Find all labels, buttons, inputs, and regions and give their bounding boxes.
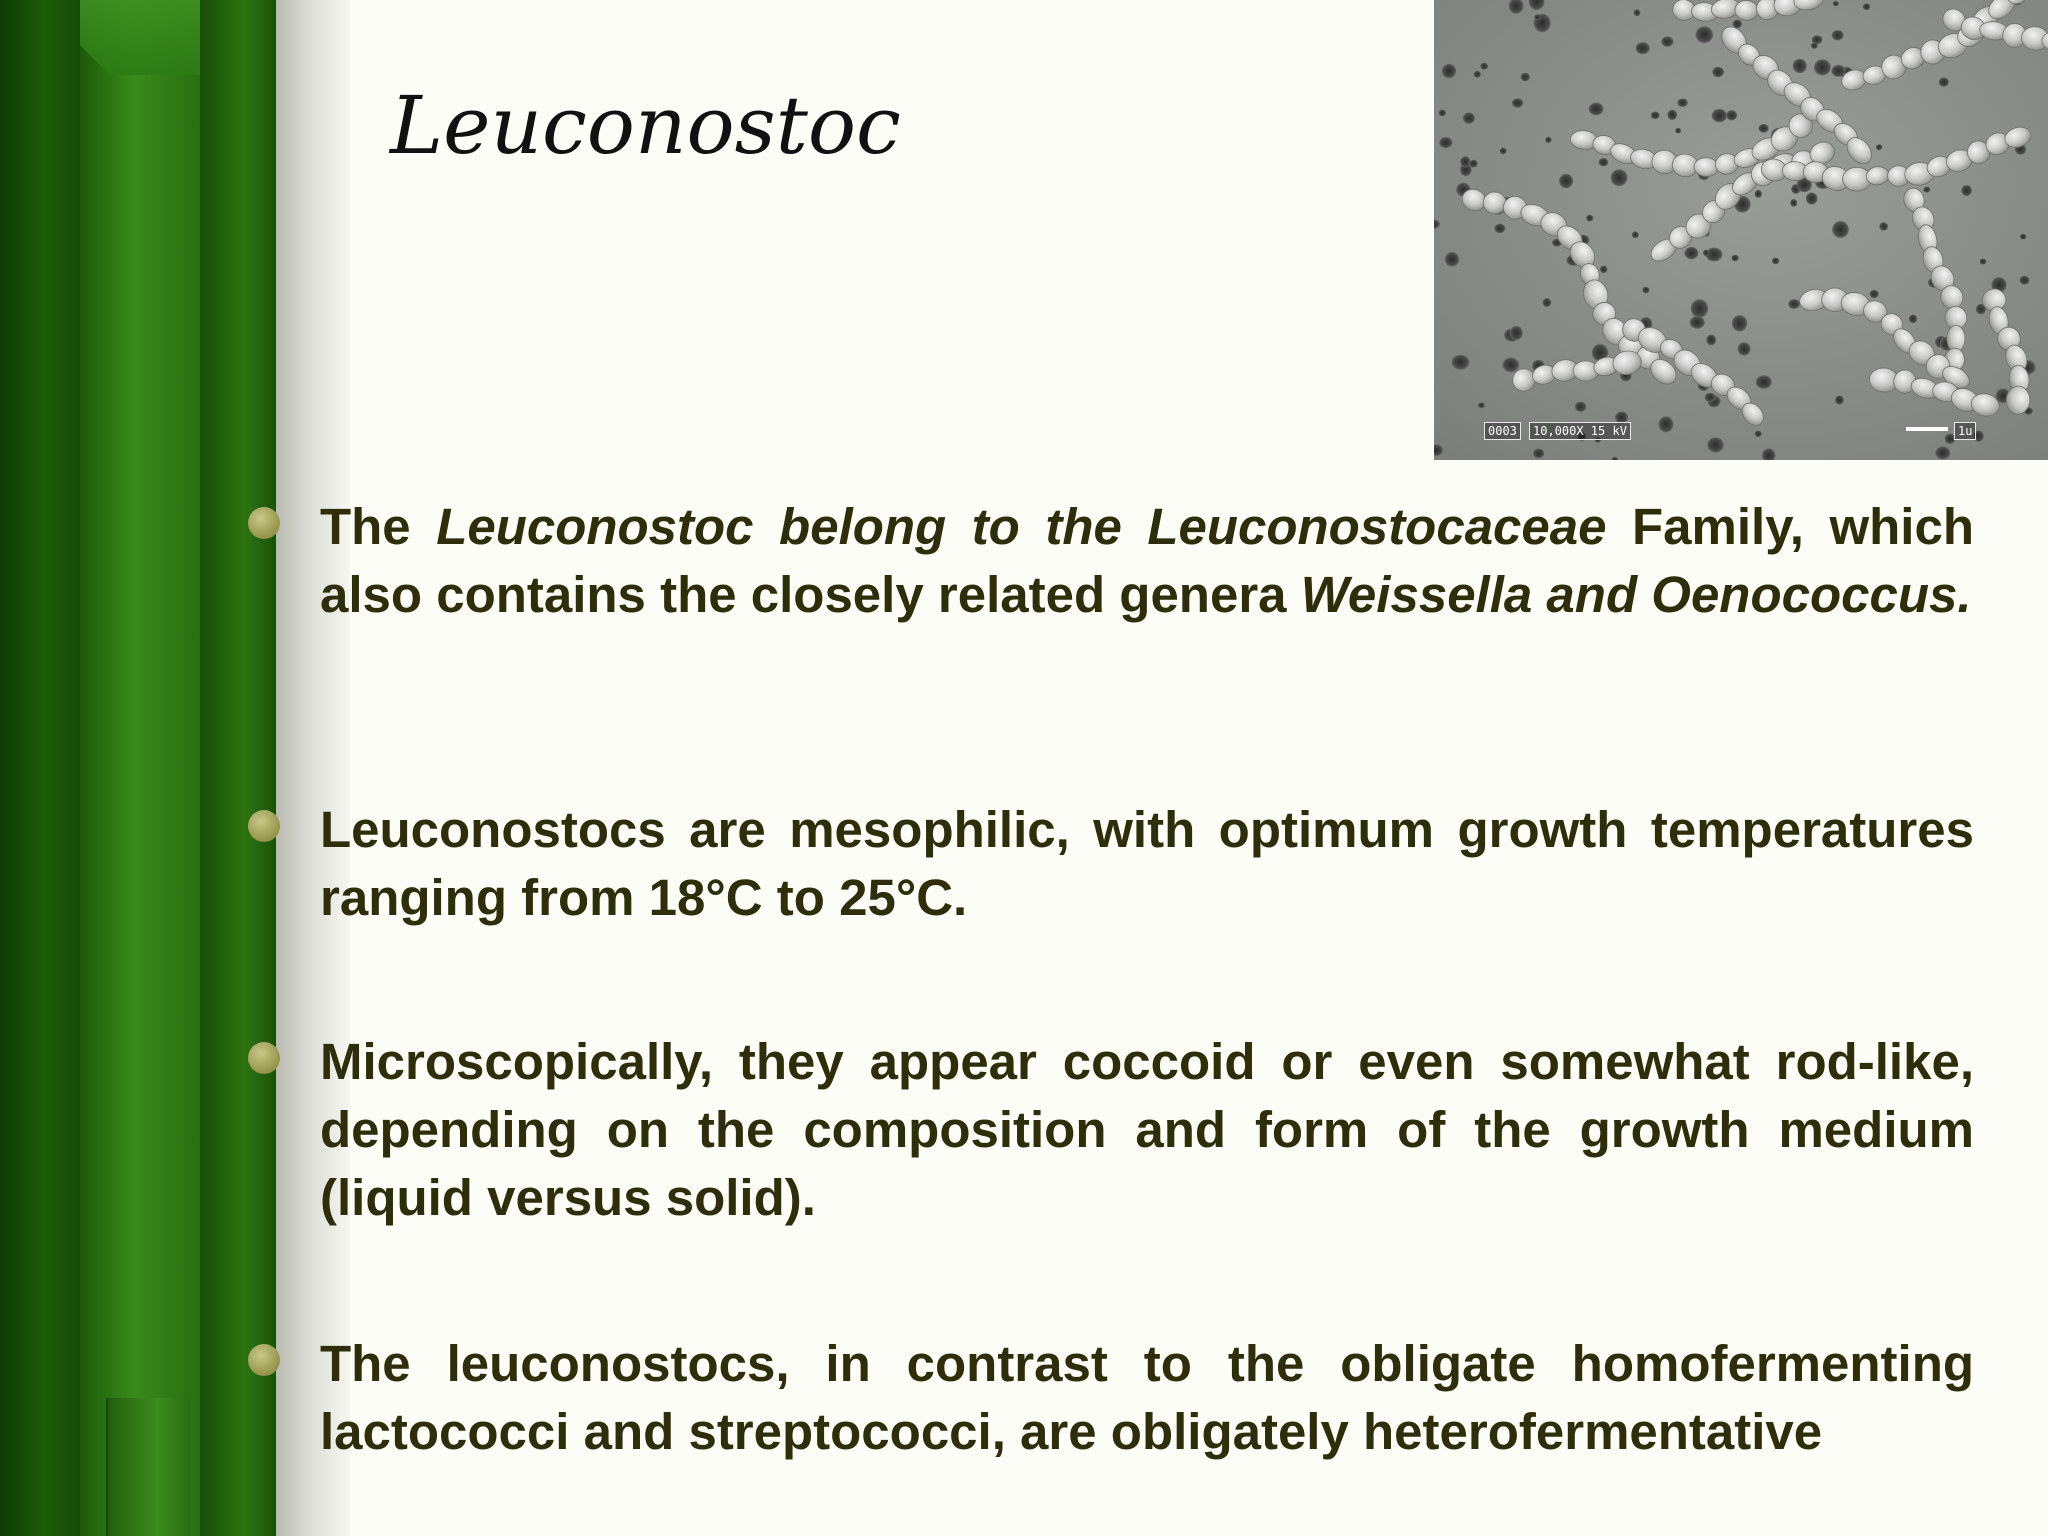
bullet-dot-icon xyxy=(248,1344,280,1376)
band-stripe-light xyxy=(80,0,200,1536)
micrograph-pore xyxy=(1755,431,1762,437)
bullet-text-italic: Leuconostoc belong to the Leuconostocaceae xyxy=(436,498,1607,555)
micrograph-pore xyxy=(1712,109,1727,122)
bullet-text-part: The xyxy=(320,498,437,555)
micrograph-id-label: 0003 xyxy=(1484,422,1521,440)
micrograph-pore xyxy=(2020,234,2026,240)
micrograph-pore xyxy=(1876,144,1882,150)
micrograph-pore xyxy=(1879,222,1888,231)
micrograph-pore xyxy=(1772,258,1779,265)
bullet-item-morphology xyxy=(320,1028,1974,1232)
micrograph-pore xyxy=(1759,124,1769,133)
micrograph-pore xyxy=(1586,215,1593,222)
micrograph-pore xyxy=(1675,128,1681,134)
bullet-item-family xyxy=(320,493,1974,629)
micrograph-pore xyxy=(1452,355,1470,370)
bullet-dot-icon xyxy=(248,507,280,539)
micrograph-pore xyxy=(1600,266,1608,274)
bullet-text: Microscopically, they appear coccoid or even somewhat rod-like, depending on the composition and form of the growth medium (liquid versus solid). xyxy=(320,1033,1974,1226)
micrograph-pore xyxy=(1684,247,1698,259)
micrograph-pore xyxy=(1733,20,1742,29)
micrograph-pore xyxy=(1831,65,1845,77)
slide-title: Leuconostoc xyxy=(390,79,901,172)
micrograph-pore xyxy=(1480,63,1488,70)
micrograph-pore xyxy=(1589,103,1604,116)
micrograph-pore xyxy=(1814,59,1831,75)
micrograph-pore xyxy=(1545,137,1551,143)
micrograph-pore xyxy=(1474,71,1481,78)
bullet-text: The leuconostocs, in contrast to the obligate homofermenting lactococci and streptococci, are obligately heterofermentative xyxy=(320,1335,1974,1460)
micrograph-pore xyxy=(1500,148,1507,155)
micrograph-pore xyxy=(1502,358,1519,373)
bullet-dot-icon xyxy=(248,1042,280,1074)
micrograph-pore xyxy=(1790,199,1797,207)
micrograph-pore xyxy=(1738,342,1751,355)
micrograph-pore xyxy=(1636,42,1650,54)
micrograph-pore xyxy=(1755,190,1762,198)
band-stripe-medium xyxy=(200,0,276,1536)
micrograph-pore xyxy=(1909,315,1917,324)
micrograph-pore xyxy=(1543,298,1552,307)
micrograph-pore xyxy=(1478,402,1485,408)
micrograph-pore xyxy=(2020,276,2030,285)
micrograph-pore xyxy=(1575,402,1587,412)
micrograph-pore xyxy=(1439,137,1452,148)
band-bottom-block xyxy=(106,1398,190,1536)
micrograph-pore xyxy=(1460,156,1470,167)
micrograph-pore xyxy=(1939,77,1949,86)
micrograph-pore xyxy=(1634,9,1641,16)
micrograph-pore xyxy=(1980,259,1987,265)
micrograph-pore xyxy=(1726,110,1737,120)
micrograph-pore xyxy=(1651,112,1660,120)
bullet-text-part: Family, which also contains the closely related genera xyxy=(320,498,1974,623)
micrograph-pore xyxy=(1835,395,1844,404)
micrograph-scale-bar xyxy=(1906,427,1948,431)
bullet-dot-icon xyxy=(248,810,280,842)
micrograph-pore xyxy=(1706,335,1716,346)
bullet-item-temperature xyxy=(320,796,1974,932)
micrograph-pore xyxy=(1756,375,1772,389)
micrograph-pore xyxy=(1705,393,1716,402)
micrograph-scale-label: 1u xyxy=(1954,422,1976,440)
micrograph-pore xyxy=(1599,158,1609,166)
micrograph-pore xyxy=(1788,299,1800,309)
micrograph-pore xyxy=(1870,290,1879,298)
left-decorative-band xyxy=(0,0,350,1536)
micrograph-pore xyxy=(1533,449,1544,459)
micrograph-drawing xyxy=(1434,0,2048,460)
band-shadow xyxy=(276,0,350,1536)
micrograph-pore xyxy=(1731,255,1738,261)
micrograph-pore xyxy=(1559,174,1573,189)
micrograph-pore xyxy=(1512,98,1523,107)
micrograph-pore xyxy=(1863,3,1871,10)
micrograph-pore xyxy=(1439,110,1446,117)
micrograph-pore xyxy=(1677,98,1688,107)
micrograph-pore xyxy=(1691,299,1709,318)
micrograph-pore xyxy=(1935,446,1950,459)
micrograph-pore xyxy=(1696,26,1714,43)
micrograph-pore xyxy=(1659,416,1674,432)
micrograph-pore xyxy=(1632,231,1639,238)
micrograph-pore xyxy=(1534,14,1541,20)
micrograph-pore xyxy=(1667,110,1677,120)
micrograph-pore xyxy=(1703,250,1709,256)
micrograph-magnification-label: 10,000X 15 kV xyxy=(1529,422,1631,440)
micrograph-pore xyxy=(1832,30,1844,40)
micrograph-pore xyxy=(1806,192,1818,204)
bullet-text: Leuconostocs are mesophilic, with optimum growth temperatures ranging from 18°C to 25°C. xyxy=(320,801,1974,926)
micrograph-pore xyxy=(1642,287,1649,294)
micrograph-pore xyxy=(1661,36,1673,47)
micrograph-pore xyxy=(1510,326,1523,340)
micrograph-pore xyxy=(1442,64,1456,79)
micrograph-pore xyxy=(1445,252,1459,267)
micrograph-pore xyxy=(1923,187,1930,193)
micrograph-pore xyxy=(1961,185,1972,196)
micrograph-pore xyxy=(1494,224,1505,234)
micrograph-pore xyxy=(1463,112,1475,123)
micrograph-pore xyxy=(1732,315,1747,332)
electron-micrograph-image xyxy=(1434,0,2048,460)
micrograph-pore xyxy=(1521,73,1530,82)
bullet-text-italic: Weissella and Oenococcus. xyxy=(1300,566,1972,623)
micrograph-pore xyxy=(1690,316,1705,329)
micrograph-pore xyxy=(1611,169,1628,186)
bullet-item-fermentation xyxy=(320,1330,1974,1466)
micrograph-pore xyxy=(1833,1,1839,6)
micrograph-pore xyxy=(1793,59,1807,73)
micrograph-pore xyxy=(1707,437,1724,452)
band-stripe-dark xyxy=(0,0,80,1536)
micrograph-pore xyxy=(1712,67,1724,78)
micrograph-pore xyxy=(1811,43,1818,49)
micrograph-pore xyxy=(1832,221,1849,238)
